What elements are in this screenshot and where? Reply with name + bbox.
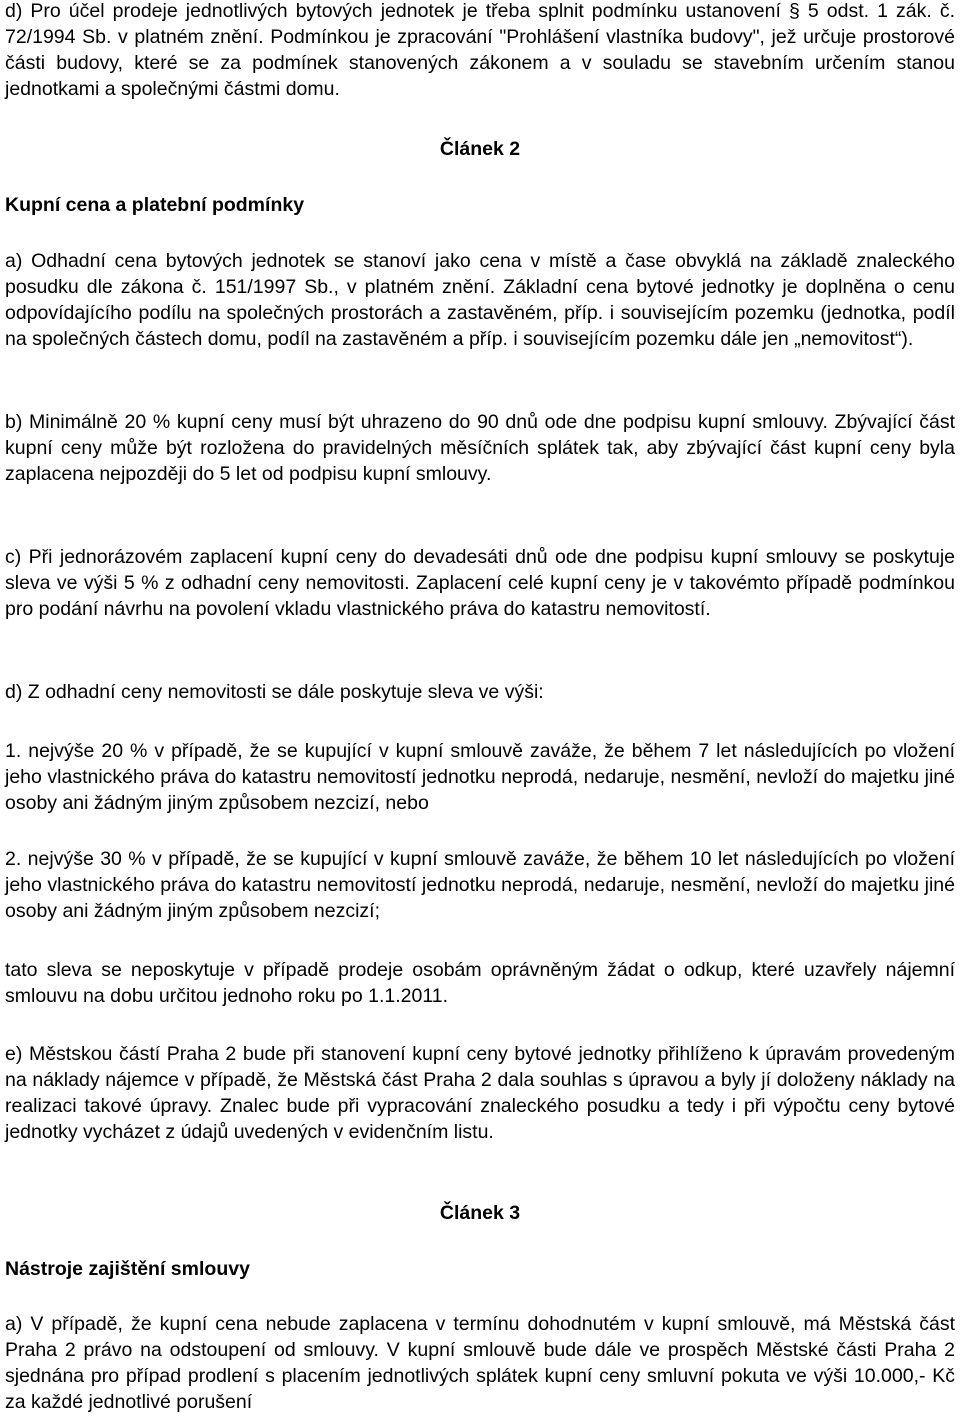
art2-paragraph-d: d) Z odhadní ceny nemovitosti se dále poskytuje sleva ve výši:	[5, 681, 544, 703]
art2-list-item-1: 1. nejvýše 20 % v případě, že se kupující v kupní smlouvě zaváže, že během 7 let následujících po vložení jeho vlastnického práva do katastru nemovitostí jednotku neprodá, nedaruje, nesmění, nevloží do majetku jiné osoby ani žádným jiným způsobem nezcizí, nebo	[5, 740, 955, 814]
art3-paragraph-a: a) V případě, že kupní cena nebude zaplacena v termínu dohodnutém v kupní smlouvě, má Městská část Praha 2 právo na odstoupení od smlouvy. V kupní smlouvě bude dále ve prospěch Městské části Praha 2 sjednána pro případ prodlení s placením jednotlivých splátek kupní ceny smluvní pokuta ve výši 10.000,- Kč za každé jednotlivé porušení	[5, 1313, 955, 1413]
article-2-title: Článek 2	[439, 138, 521, 160]
article-2-heading: Kupní cena a platební podmínky	[5, 194, 305, 216]
art2-note-paragraph: tato sleva se neposkytuje v případě prodeje osobám oprávněným žádat o odkup, které uzavřely nájemní smlouvu na dobu určitou jednoho roku po 1.1.2011.	[5, 959, 955, 1007]
art1-paragraph-d: d) Pro účel prodeje jednotlivých bytových jednotek je třeba splnit podmínku ustanovení § 5 odst. 1 zák. č. 72/1994 Sb. v platném znění. Podmínkou je zpracování "Prohlášení vlastníka budovy", jež určuje prostorové části budovy, které se za podmínek stanovených zákonem a v souladu se stavebním určením stanou jednotkami a společnými částmi domu.	[5, 0, 955, 100]
art2-paragraph-e: e) Městskou částí Praha 2 bude při stanovení kupní ceny bytové jednotky přihlíženo k úpravám provedeným na náklady nájemce v případě, že Městská část Praha 2 dala souhlas s úpravou a byly jí doloženy náklady na realizaci takové úpravy. Znalec bude při vypracování znaleckého posudku a tedy i při výpočtu ceny bytové jednotky vycházet z údajů uvedených v evidenčním listu.	[5, 1043, 955, 1143]
article-3-heading: Nástroje zajištění smlouvy	[5, 1258, 250, 1280]
art2-paragraph-c: c) Při jednorázovém zaplacení kupní ceny do devadesáti dnů ode dne podpisu kupní smlouvy se poskytuje sleva ve výši 5 % z odhadní ceny nemovitosti. Zaplacení celé kupní ceny je v takovémto případě podmínkou pro podání návrhu na povolení vkladu vlastnického práva do katastru nemovitostí.	[5, 546, 955, 620]
art2-list-item-2: 2. nejvýše 30 % v případě, že se kupující v kupní smlouvě zaváže, že během 10 let následujících po vložení jeho vlastnického práva do katastru nemovitostí jednotku neprodá, nedaruje, nesmění, nevloží do majetku jiné osoby ani žádným jiným způsobem nezcizí;	[5, 848, 955, 922]
art2-paragraph-b: b) Minimálně 20 % kupní ceny musí být uhrazeno do 90 dnů ode dne podpisu kupní smlouvy. Zbývající část kupní ceny může být rozložena do pravidelných měsíčních splátek tak, aby zbývající část kupní ceny byla zaplacena nejpozději do 5 let od podpisu kupní smlouvy.	[5, 411, 955, 485]
art2-paragraph-a: a) Odhadní cena bytových jednotek se stanoví jako cena v místě a čase obvyklá na základě znaleckého posudku dle zákona č. 151/1997 Sb., v platném znění. Základní cena bytové jednotky je doplněna o cenu odpovídajícího podílu na společných prostorách a zastavěném, příp. i souvisejícím pozemku (jednotka, podíl na společných částech domu, podíl na zastavěném a příp. i souvisejícím pozemku dále jen „nemovitost“).	[5, 250, 955, 350]
article-3-title: Článek 3	[439, 1202, 521, 1224]
